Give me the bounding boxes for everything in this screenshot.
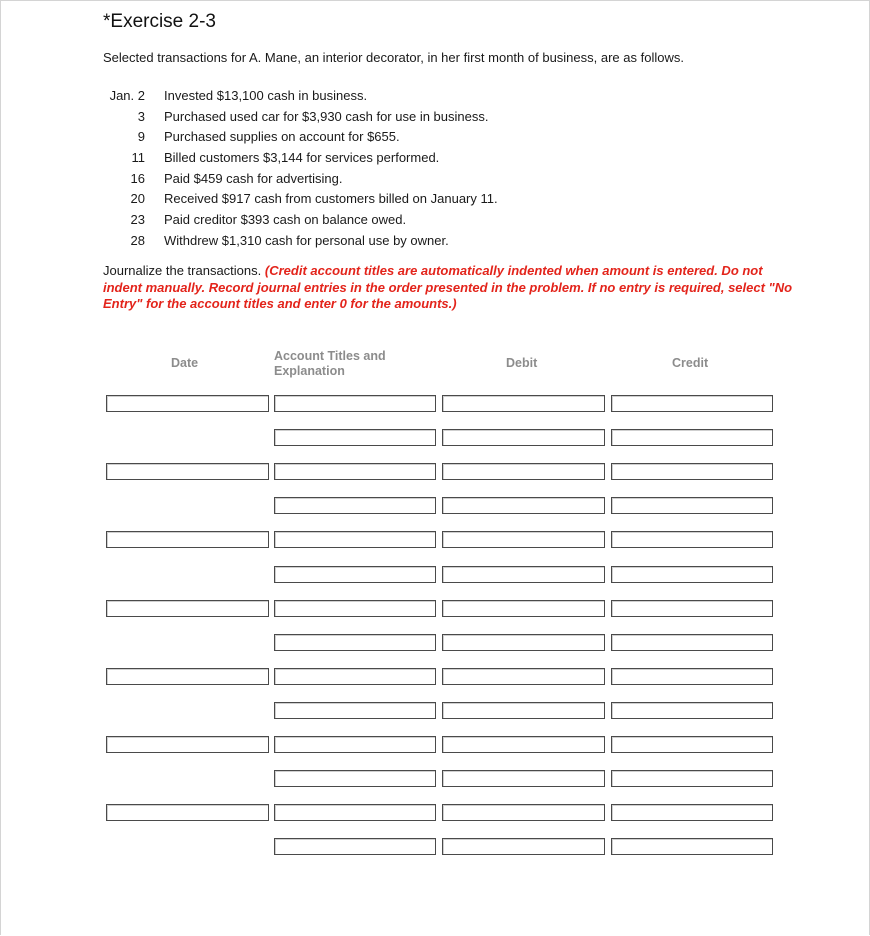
credit-input[interactable] (611, 702, 773, 719)
credit-input[interactable] (611, 838, 773, 855)
transaction-item (103, 188, 498, 209)
credit-input[interactable] (611, 736, 773, 753)
transaction-date: 9 (137, 129, 145, 145)
transaction-list (103, 85, 498, 251)
transaction-date: 20 (130, 191, 145, 207)
credit-input[interactable] (611, 497, 773, 514)
account-title-input[interactable] (274, 600, 436, 617)
credit-input[interactable] (611, 668, 773, 685)
account-title-input[interactable] (274, 770, 436, 787)
transaction-item (103, 168, 498, 189)
account-header-line2: Explanation (274, 364, 345, 378)
debit-input[interactable] (442, 634, 605, 651)
date-input[interactable] (106, 463, 269, 480)
date-input[interactable] (106, 736, 269, 753)
debit-input[interactable] (442, 497, 605, 514)
debit-input[interactable] (442, 804, 605, 821)
account-title-input[interactable] (274, 634, 436, 651)
instructions-lead: Journalize the transactions. (103, 263, 262, 278)
transaction-date: 16 (130, 170, 145, 186)
exercise-title: *Exercise 2-3 (103, 11, 216, 32)
debit-input[interactable] (442, 463, 605, 480)
debit-input[interactable] (442, 702, 605, 719)
transaction-text: Billed customers $3,144 for services performed. (164, 149, 440, 165)
account-title-input[interactable] (274, 566, 436, 583)
credit-input[interactable] (611, 463, 773, 480)
debit-input[interactable] (442, 429, 605, 446)
debit-input[interactable] (442, 770, 605, 787)
account-title-input[interactable] (274, 702, 436, 719)
date-input[interactable] (106, 600, 269, 617)
account-title-input[interactable] (274, 531, 436, 548)
transaction-item (103, 126, 498, 147)
transaction-text: Paid $459 cash for advertising. (164, 170, 343, 186)
account-title-input[interactable] (274, 395, 436, 412)
account-title-input[interactable] (274, 429, 436, 446)
account-header-line1: Account Titles and (274, 349, 386, 363)
transaction-item (103, 147, 498, 168)
transaction-date: 3 (137, 108, 145, 124)
date-input[interactable] (106, 531, 269, 548)
account-title-input[interactable] (274, 804, 436, 821)
transaction-date: Jan. 2 (109, 87, 145, 103)
transaction-text: Purchased used car for $3,930 cash for use in business. (164, 108, 489, 124)
credit-input[interactable] (611, 395, 773, 412)
credit-input[interactable] (611, 804, 773, 821)
transaction-text: Invested $13,100 cash in business. (164, 87, 368, 103)
exercise-intro: Selected transactions for A. Mane, an interior decorator, in her first month of business, are as follows. (103, 50, 684, 65)
date-column-header: Date (171, 356, 199, 370)
debit-input[interactable] (442, 600, 605, 617)
credit-input[interactable] (611, 531, 773, 548)
instructions (103, 263, 793, 313)
account-title-input[interactable] (274, 497, 436, 514)
transaction-text: Withdrew $1,310 cash for personal use by owner. (164, 232, 449, 248)
transaction-item (103, 85, 498, 106)
transaction-text: Paid creditor $393 cash on balance owed. (164, 211, 407, 227)
transaction-item (103, 230, 498, 251)
transaction-item (103, 106, 498, 127)
date-input[interactable] (106, 395, 269, 412)
account-title-input[interactable] (274, 736, 436, 753)
account-title-input[interactable] (274, 668, 436, 685)
debit-input[interactable] (442, 531, 605, 548)
debit-input[interactable] (442, 395, 605, 412)
credit-input[interactable] (611, 770, 773, 787)
debit-input[interactable] (442, 668, 605, 685)
debit-input[interactable] (442, 736, 605, 753)
credit-column-header: Credit (672, 356, 709, 370)
credit-input[interactable] (611, 600, 773, 617)
account-title-input[interactable] (274, 838, 436, 855)
account-column-header (274, 349, 386, 379)
transaction-date: 23 (130, 211, 145, 227)
transaction-date: 11 (131, 149, 145, 165)
date-input[interactable] (106, 668, 269, 685)
debit-input[interactable] (442, 566, 605, 583)
date-input[interactable] (106, 804, 269, 821)
instructions-note: (Credit account titles are automatically indented when amount is entered. Do not indent manually. Record journal entries in the order presented in the problem. If no entry is required, select "No Entry" for the account titles and enter 0 for the amounts.) (103, 263, 793, 311)
account-title-input[interactable] (274, 463, 436, 480)
debit-column-header: Debit (506, 356, 538, 370)
transaction-item (103, 209, 498, 230)
credit-input[interactable] (611, 429, 773, 446)
credit-input[interactable] (611, 634, 773, 651)
credit-input[interactable] (611, 566, 773, 583)
transaction-text: Received $917 cash from customers billed on January 11. (164, 191, 498, 207)
transaction-date: 28 (130, 232, 145, 248)
debit-input[interactable] (442, 838, 605, 855)
transaction-text: Purchased supplies on account for $655. (164, 129, 400, 145)
